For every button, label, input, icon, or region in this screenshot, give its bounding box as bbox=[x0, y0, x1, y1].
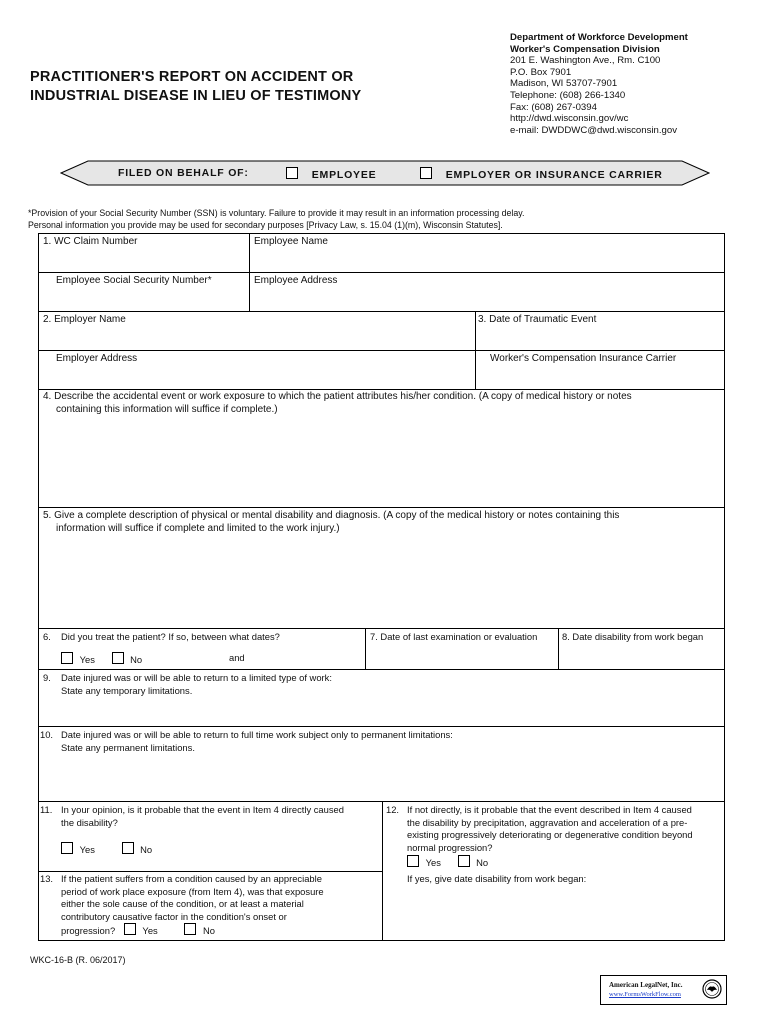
q12-line-4: normal progression? bbox=[407, 841, 493, 853]
field-disability-description[interactable] bbox=[43, 510, 723, 535]
q12-yes-label: Yes bbox=[425, 857, 441, 868]
employer-carrier-checkbox[interactable] bbox=[420, 167, 432, 179]
q13-line-1: If the patient suffers from a condition caused by an appreciable bbox=[61, 873, 322, 884]
field-employer-name[interactable]: 2. Employer Name bbox=[43, 314, 126, 325]
q11-text bbox=[61, 804, 344, 829]
field-insurance-carrier[interactable]: Worker's Compensation Insurance Carrier bbox=[490, 353, 677, 364]
field-wc-claim-number[interactable]: 1. WC Claim Number bbox=[43, 236, 138, 247]
q6-label: Did you treat the patient? If so, between what dates? bbox=[61, 631, 280, 642]
q11-line-2: the disability? bbox=[61, 816, 118, 828]
field-full-time-work-return[interactable] bbox=[61, 729, 453, 754]
form-border-bottom bbox=[38, 940, 725, 941]
q4-line-1: 4. Describe the accidental event or work exposure to which the patient attributes his/her condition. (A copy of medical history or notes bbox=[43, 391, 632, 402]
q13-line-4: contributory causative factor in the condition's onset or bbox=[61, 910, 287, 922]
divider-row-1b bbox=[38, 311, 725, 312]
filed-on-behalf-label: FILED ON BEHALF OF: bbox=[118, 167, 249, 179]
report-form bbox=[38, 233, 725, 941]
divider-row-2b bbox=[38, 389, 725, 390]
q10-line-2: State any permanent limitations. bbox=[61, 741, 195, 753]
employee-option-label: EMPLOYEE bbox=[311, 169, 377, 181]
field-limited-work-return[interactable] bbox=[61, 672, 332, 697]
divider-col-6 bbox=[365, 628, 366, 669]
divider-col-1 bbox=[249, 233, 250, 311]
privacy-line-2: Personal information you provide may be used for secondary purposes [Privacy Law, s. 15.04 (1)(m), Wisconsin Statutes]. bbox=[28, 219, 503, 230]
field-employee-name[interactable]: Employee Name bbox=[254, 236, 328, 247]
field-employee-ssn[interactable]: Employee Social Security Number* bbox=[56, 275, 212, 286]
q12-no-checkbox[interactable] bbox=[458, 855, 470, 867]
divider-col-2 bbox=[475, 311, 476, 389]
q12-text bbox=[407, 804, 693, 854]
divider-col-11 bbox=[382, 801, 383, 940]
address-line-3: Madison, WI 53707-7901 bbox=[510, 78, 618, 90]
q12-yes-checkbox[interactable] bbox=[407, 855, 419, 867]
title-line-2: INDUSTRIAL DISEASE IN LIEU OF TESTIMONY bbox=[30, 88, 362, 104]
q13-line-2: period of work place exposure (from Item 4), was that exposure bbox=[61, 885, 324, 897]
divider-row-6 bbox=[38, 669, 725, 670]
division-name: Worker's Compensation Division bbox=[510, 43, 660, 55]
q9-line-2: State any temporary limitations. bbox=[61, 684, 193, 696]
q6-yes-label: Yes bbox=[79, 654, 95, 665]
q13-number: 13. bbox=[40, 873, 54, 884]
q13-line-5 bbox=[61, 923, 324, 938]
divider-row-11 bbox=[38, 871, 382, 872]
q6-options bbox=[61, 652, 142, 667]
field-q12-disability-date[interactable]: If yes, give date disability from work began: bbox=[407, 873, 587, 884]
q12-number: 12. bbox=[386, 804, 400, 815]
q11-no-checkbox[interactable] bbox=[122, 842, 134, 854]
q6-number: 6. bbox=[43, 631, 51, 642]
employer-carrier-option-label: EMPLOYER OR INSURANCE CARRIER bbox=[445, 169, 663, 181]
q11-number: 11. bbox=[40, 804, 53, 815]
field-date-traumatic-event[interactable]: 3. Date of Traumatic Event bbox=[478, 314, 597, 325]
q11-line-1: In your opinion, is it probable that the event in Item 4 directly caused bbox=[61, 804, 344, 815]
q12-line-2: the disability by precipitation, aggravation and acceleration of a pre- bbox=[407, 816, 688, 828]
form-border-left bbox=[38, 233, 39, 941]
q11-yes-checkbox[interactable] bbox=[61, 842, 73, 854]
q13-yes-label: Yes bbox=[142, 925, 158, 936]
q12-no-label: No bbox=[476, 857, 489, 868]
q13-no-label: No bbox=[202, 925, 215, 936]
form-border-right bbox=[724, 233, 725, 941]
q5-line-1: 5. Give a complete description of physical or mental disability and diagnosis. (A copy of the medical history or notes containing this bbox=[43, 510, 620, 521]
email: e-mail: DWDDWC@dwd.wisconsin.gov bbox=[510, 124, 678, 136]
logo-name: American LegalNet, Inc. bbox=[609, 981, 683, 989]
address-line-1: 201 E. Washington Ave., Rm. C100 bbox=[510, 55, 661, 67]
filed-on-behalf-banner bbox=[60, 160, 710, 186]
divider-row-2a bbox=[38, 350, 725, 351]
field-disability-began-date[interactable]: 8. Date disability from work began bbox=[562, 631, 704, 642]
eagle-seal-icon bbox=[702, 979, 722, 999]
q6-no-checkbox[interactable] bbox=[112, 652, 124, 664]
divider-col-7 bbox=[558, 628, 559, 669]
field-employer-address[interactable]: Employer Address bbox=[56, 353, 138, 364]
q6-yes-checkbox[interactable] bbox=[61, 652, 73, 664]
divider-row-1a bbox=[38, 272, 725, 273]
telephone: Telephone: (608) 266-1340 bbox=[510, 89, 626, 101]
q5-line-2: information will suffice if complete and limited to the work injury.) bbox=[56, 522, 340, 534]
employee-checkbox[interactable] bbox=[286, 167, 298, 179]
field-last-examination-date[interactable]: 7. Date of last examination or evaluation bbox=[370, 631, 538, 642]
q13-line-3: either the sole cause of the condition, or at least a material bbox=[61, 898, 304, 909]
q13-progression-label: progression? bbox=[61, 925, 116, 936]
form-title bbox=[30, 68, 361, 106]
divider-row-4 bbox=[38, 507, 725, 508]
form-id: WKC-16-B (R. 06/2017) bbox=[30, 955, 126, 965]
q11-options bbox=[61, 842, 152, 857]
q9-line-1: Date injured was or will be able to return to a limited type of work: bbox=[61, 672, 332, 683]
field-accident-description[interactable] bbox=[43, 391, 723, 416]
publisher-logo bbox=[600, 975, 727, 1005]
q12-line-3: existing progressively deteriorating or degenerative condition beyond bbox=[407, 829, 693, 840]
divider-row-9 bbox=[38, 726, 725, 727]
q13-yes-checkbox[interactable] bbox=[124, 923, 136, 935]
q10-number: 10. bbox=[40, 729, 54, 740]
q12-options bbox=[407, 855, 488, 870]
divider-row-5 bbox=[38, 628, 725, 629]
q10-line-1: Date injured was or will be able to return to full time work subject only to permanent limitations: bbox=[61, 729, 453, 740]
q9-number: 9. bbox=[43, 672, 51, 683]
website: http://dwd.wisconsin.gov/wc bbox=[510, 113, 629, 125]
q6-no-label: No bbox=[130, 654, 143, 665]
q11-no-label: No bbox=[140, 844, 153, 855]
dept-name: Department of Workforce Development bbox=[510, 32, 688, 43]
privacy-notice bbox=[28, 208, 524, 231]
privacy-line-1: *Provision of your Social Security Number (SSN) is voluntary. Failure to provide it may result in an information processing delay. bbox=[28, 208, 525, 218]
q6-and-label: and bbox=[229, 652, 245, 663]
q13-no-checkbox[interactable] bbox=[184, 923, 196, 935]
q13-text bbox=[61, 873, 324, 938]
q4-line-2: containing this information will suffice if complete.) bbox=[56, 403, 278, 415]
logo-url[interactable]: www.FormsWorkFlow.com bbox=[609, 991, 681, 998]
fax: Fax: (608) 267-0394 bbox=[510, 101, 597, 113]
form-border-top bbox=[38, 233, 725, 234]
address-line-2: P.O. Box 7901 bbox=[510, 66, 572, 78]
q11-yes-label: Yes bbox=[79, 844, 95, 855]
field-employee-address[interactable]: Employee Address bbox=[254, 275, 338, 286]
title-line-1: PRACTITIONER'S REPORT ON ACCIDENT OR bbox=[30, 69, 354, 85]
q12-line-1: If not directly, is it probable that the event described in Item 4 caused bbox=[407, 804, 692, 815]
department-block bbox=[510, 32, 688, 136]
